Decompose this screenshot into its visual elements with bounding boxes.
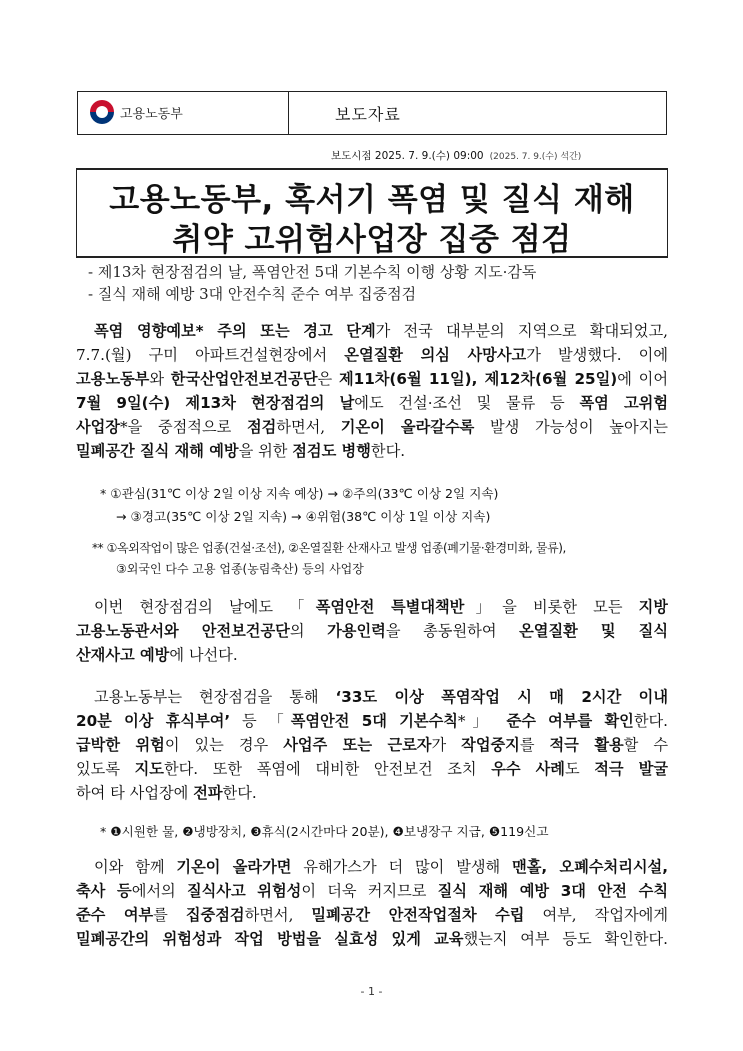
- subtitle-2: - 질식 재해 예방 3대 안전수칙 준수 여부 집중점검: [88, 285, 417, 303]
- ministry-name: 고용노동부: [120, 106, 183, 122]
- p3-line-3: 급박한 위험이 있는 경우 사업주 또는 근로자가 작업중지를 적극 활용할 수: [76, 736, 668, 754]
- header-box: [77, 91, 667, 135]
- p4-line-2: 축사 등에서의 질식사고 위험성이 더욱 커지므로 질식 재해 예방 3대 안전 수칙: [76, 882, 668, 900]
- p2-line-3: 산재사고 예방에 나선다.: [76, 646, 238, 664]
- embargo-text: (2025. 7. 9.(수) 석간): [489, 152, 582, 162]
- p3-line-1: 고용노동부는 현장점검을 통해 ‘33도 이상 폭염작업 시 매 2시간 이내: [94, 688, 668, 706]
- p4-line-3: 준수 여부를 집중점검하면서, 밀폐공간 안전작업절차 수립 여부, 작업자에게: [76, 906, 668, 924]
- doc-type-label: 보도자료: [335, 105, 401, 124]
- taegeuk-emblem-icon: [90, 100, 114, 124]
- paragraph-3: [76, 685, 668, 805]
- note-1-line-1: * ①관심(31℃ 이상 2일 이상 지속 예상) → ②주의(33℃ 이상 2일 지속): [100, 486, 499, 501]
- p1-line-4: 7월 9일(수) 제13차 현장점검의 날에도 건설·조선 및 물류 등 폭염 고위험: [76, 394, 668, 412]
- release-time-text: 보도시점 2025. 7. 9.(수) 09:00: [331, 150, 484, 162]
- p1-line-2: 7.7.(월) 구미 아파트건설현장에서 온열질환 의심 사망사고가 발생했다. 이에: [76, 346, 668, 364]
- p4-line-1: 이와 함께 기온이 올라가면 유해가스가 더 많이 발생해 맨홀, 오폐수처리시설,: [94, 858, 668, 876]
- p1-line-1: 폭염 영향예보* 주의 또는 경고 단계가 전국 대부분의 지역으로 확대되었고,: [94, 322, 668, 340]
- page-number: - 1 -: [360, 985, 383, 998]
- ministry-logo: [90, 100, 183, 124]
- title-line-2: 취약 고위험사업장 집중 점검: [172, 222, 572, 258]
- title-box: [76, 168, 668, 258]
- release-time: [331, 148, 581, 163]
- note-2-line-2: ③외국인 다수 고용 업종(농림축산) 등의 사업장: [116, 562, 364, 576]
- p2-line-2: 고용노동관서와 안전보건공단의 가용인력을 총동원하여 온열질환 및 질식: [76, 622, 668, 640]
- note-1-line-2: → ③경고(35℃ 이상 2일 지속) → ④위험(38℃ 이상 1일 이상 지속): [116, 509, 491, 524]
- p4-line-4: 밀폐공간의 위험성과 작업 방법을 실효성 있게 교육했는지 여부 등도 확인한다.: [76, 930, 668, 948]
- p3-line-4: 있도록 지도한다. 또한 폭염에 대비한 안전보건 조치 우수 사례도 적극 발굴: [76, 760, 668, 778]
- note-2-line-1: ** ①옥외작업이 많은 업종(건설·조선), ②온열질환 산재사고 발생 업종(폐기물·환경미화, 물류),: [92, 541, 566, 555]
- subtitle-1: - 제13차 현장점검의 날, 폭염안전 5대 기본수칙 이행 상황 지도·감독: [88, 263, 537, 281]
- paragraph-1: [76, 319, 668, 463]
- p3-line-2: 20분 이상 휴식부여’ 등 「폭염안전 5대 기본수칙*」 준수 여부를 확인한다.: [76, 712, 668, 730]
- p2-line-1: 이번 현장점검의 날에도 「폭염안전 특별대책반」을 비롯한 모든 지방: [94, 598, 668, 616]
- p1-line-6: 밀폐공간 질식 재해 예방을 위한 점검도 병행한다.: [76, 442, 406, 460]
- title-line-1: 고용노동부, 혹서기 폭염 및 질식 재해: [109, 182, 635, 218]
- p1-line-5: 사업장*을 중점적으로 점검하면서, 기온이 올라갈수록 발생 가능성이 높아지는: [76, 418, 668, 436]
- p1-line-3: 고용노동부와 한국산업안전보건공단은 제11차(6월 11일), 제12차(6월 25일)에 이어: [76, 370, 668, 388]
- header-divider: [288, 92, 289, 134]
- note-3: * ❶시원한 물, ❷냉방장치, ❸휴식(2시간마다 20분), ❹보냉장구 지급, ❺119신고: [100, 824, 549, 839]
- p3-line-5: 하여 타 사업장에 전파한다.: [76, 784, 257, 802]
- paragraph-4: [76, 855, 668, 951]
- paragraph-2: [76, 595, 668, 667]
